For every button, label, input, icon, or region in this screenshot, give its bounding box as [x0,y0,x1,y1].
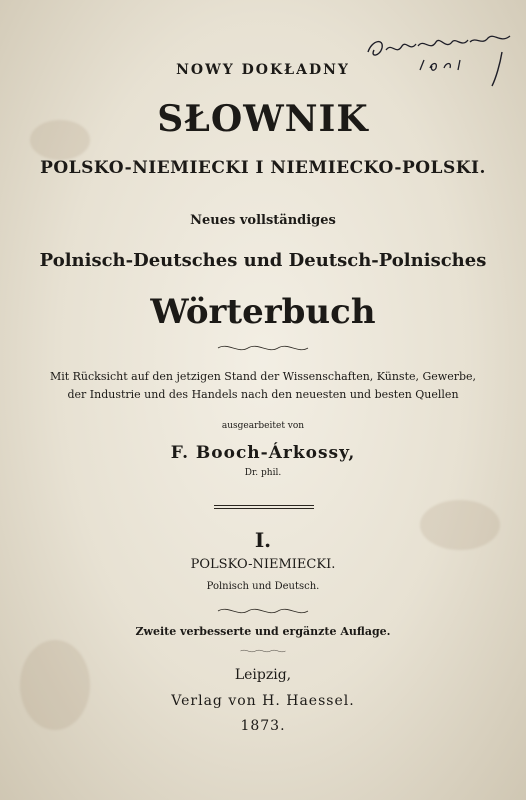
divider-rule [214,508,314,509]
publication-place: Leipzig, [234,667,292,683]
german-pre-title: Neues vollständiges [190,213,336,228]
author-name: F. Booch-Árkossy, [170,443,356,463]
compiled-by: ausgearbeitet von [221,421,305,431]
edition: Zweite verbesserte und ergänzte Auflage. [135,625,391,638]
paper-stain [20,640,90,730]
pre-title: NOWY DOKŁADNY [176,62,350,78]
author-degree: Dr. phil. [244,468,282,478]
main-title: SŁOWNIK [157,98,369,140]
divider-rule [214,505,314,506]
handwritten-signature [360,22,520,92]
publisher: Verlag von H. Haessel. [171,693,355,709]
description-line-1: Mit Rücksicht auf den jetzigen Stand der Wissenschaften, Künste, Gewerbe, [49,370,477,383]
ornament-divider [238,645,288,657]
german-title: Wörterbuch [150,292,376,332]
volume-german: Polnisch und Deutsch. [206,581,320,592]
volume-number: I. [254,528,272,552]
subtitle: POLSKO-NIEMIECKI I NIEMIECKO-POLSKI. [40,158,486,178]
publication-year: 1873. [240,718,286,734]
description-line-2: der Industrie und des Handels nach den neuesten und besten Quellen [67,388,459,401]
volume-title: POLSKO-NIEMIECKI. [190,557,336,572]
ornament-divider [213,605,313,617]
ornament-divider [213,342,313,354]
german-subtitle: Polnisch-Deutsches und Deutsch-Polnisches [39,250,487,271]
